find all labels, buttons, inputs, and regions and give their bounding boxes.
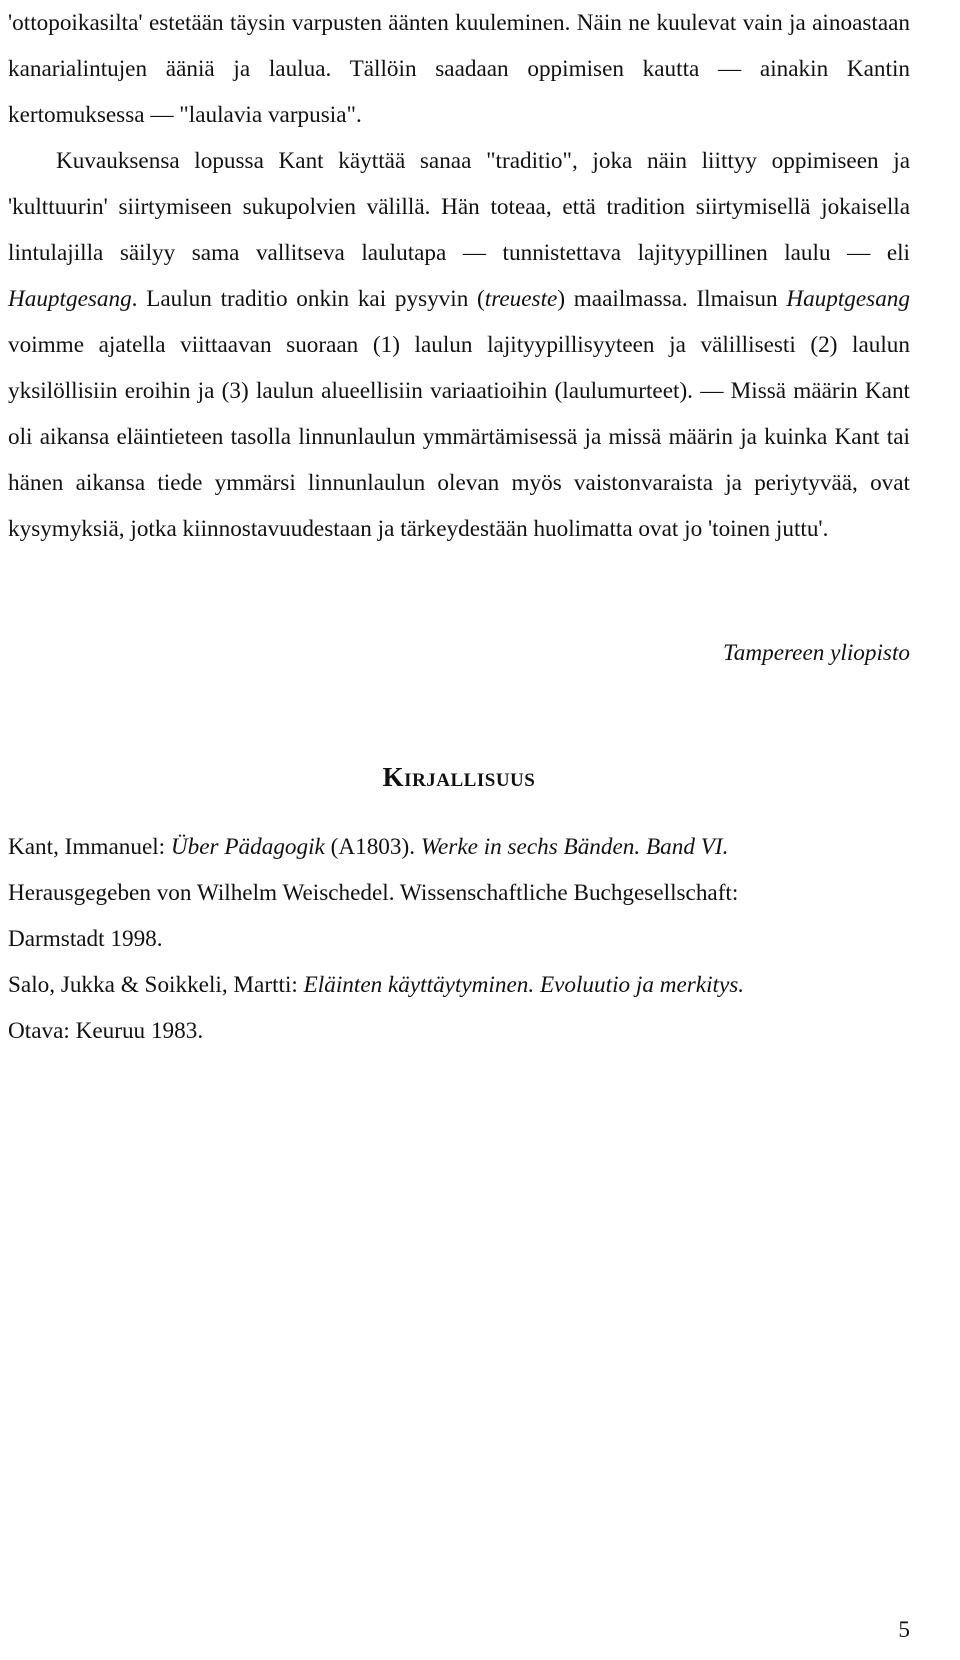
reference-title: Eläinten käyttäytyminen. Evoluutio ja merkitys. (303, 972, 745, 998)
reference-author: Kant, Immanuel: (8, 834, 171, 860)
paragraph-2-part-3: ) maailmassa. Ilmaisun (557, 286, 787, 312)
author-affiliation: Tampereen yliopisto (723, 640, 910, 666)
reference-line (8, 962, 910, 1008)
paragraph-2 (8, 138, 910, 552)
reference-author: Salo, Jukka & Soikkeli, Martti: (8, 972, 304, 998)
document-page (8, 0, 910, 1643)
paragraph-2-part-2: . Laulun traditio onkin kai pysyvin ( (131, 286, 485, 312)
reference-line: Darmstadt 1998. (8, 926, 163, 952)
reference-series: Werke in sechs Bänden. Band VI. (420, 834, 729, 860)
paragraph-1 (8, 0, 910, 138)
term-hauptgesang: Hauptgesang (786, 286, 910, 312)
paragraph-2-part-1: Kuvauksensa lopussa Kant käyttää sanaa "traditio", joka näin liittyy oppimiseen ja 'kulttuurin' siirtymiseen sukupolvien välillä. Hän toteaa, että tradition siirtymisellä jokaisella lintulajilla säilyy sama vallitseva laulutapa — tunnistettava lajityypillinen laulu — eli (8, 148, 910, 266)
references-heading: Kirjallisuus (382, 762, 536, 792)
reference-line: Herausgegeben von Wilhelm Weischedel. Wissenschaftliche Buchgesellschaft: (8, 880, 739, 906)
reference-line: Otava: Keuruu 1983. (8, 1018, 204, 1044)
paragraph-2-part-4: voimme ajatella viittaavan suoraan (1) laulun lajityypillisyyteen ja välillisesti (2) laulun yksilöllisiin eroihin ja (3) laulun alueellisiin variaatioihin (laulumurteet). — Missä määrin Kant oli aikansa eläintieteen tasolla linnunlaulun ymmärtämisessä ja missä määrin ja kuinka Kant tai hänen aikansa tiede ymmärsi linnunlaulun olevan myös vaistonvaraista ja periytyvää, ovat kysymyksiä, jotka kiinnostavuudestaan ja tärkeydestään huolimatta ovat jo 'toinen juttu'. (8, 332, 910, 542)
reference-list (8, 824, 910, 1054)
paragraph-1-text: 'ottopoikasilta' estetään täysin varpusten äänten kuuleminen. Näin ne kuulevat vain ja ainoastaan kanarialintujen ääniä ja laulua. Tällöin saadaan oppimisen kautta — ainakin Kantin kertomuksessa — "laulavia varpusia". (8, 10, 910, 128)
body-text (8, 0, 910, 552)
reference-line (8, 824, 910, 870)
reference-item (8, 824, 910, 962)
reference-edition: (A1803). (324, 834, 421, 860)
term-treueste: treueste (484, 286, 558, 312)
term-hauptgesang: Hauptgesang (8, 286, 132, 312)
reference-title: Über Pädagogik (170, 834, 325, 860)
reference-item (8, 962, 910, 1054)
page-number: 5 (898, 1617, 910, 1643)
